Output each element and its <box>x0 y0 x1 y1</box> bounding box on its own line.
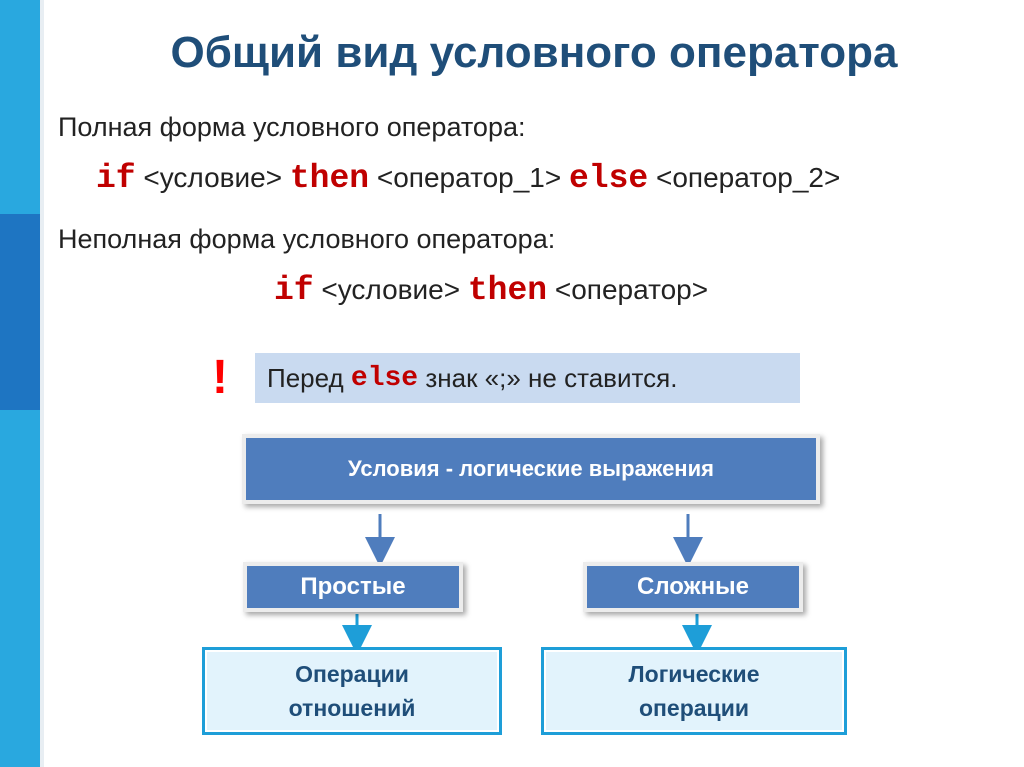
placeholder-operator-1: <оператор_1> <box>376 162 562 193</box>
logical-line-2: операции <box>638 695 749 721</box>
diagram-logical-operations <box>541 647 847 735</box>
warning-text-before: Перед <box>267 362 351 393</box>
keyword-else: else <box>569 160 649 197</box>
keyword-if: if <box>96 160 136 197</box>
logical-line-1: Логические <box>628 660 760 687</box>
placeholder-condition: <условие> <box>143 162 283 193</box>
diagram-complex-conditions: Сложные <box>583 562 803 612</box>
warning-keyword-else: else <box>350 362 419 394</box>
keyword-then: then <box>289 160 370 197</box>
short-form-label: Неполная форма условного оператора: <box>58 224 556 254</box>
keyword-if: if <box>274 272 314 309</box>
placeholder-operator-2: <оператор_2> <box>656 162 841 193</box>
warning-text-after: знак «;» не ставится. <box>418 362 678 393</box>
warning-exclamation-icon: ! <box>212 351 228 404</box>
full-form-label: Полная форма условного оператора: <box>58 112 526 142</box>
keyword-then: then <box>467 272 548 309</box>
relations-line-1: Операции <box>295 660 409 687</box>
diagram-simple-conditions: Простые <box>243 562 463 612</box>
placeholder-condition: <условие> <box>321 274 461 305</box>
relations-line-2: отношений <box>288 695 416 721</box>
placeholder-operator: <оператор> <box>554 274 709 305</box>
diagram-root-conditions: Условия - логические выражения <box>242 434 820 504</box>
slide-title: Общий вид условного оператора <box>170 28 898 77</box>
diagram-relational-operations <box>202 647 502 735</box>
